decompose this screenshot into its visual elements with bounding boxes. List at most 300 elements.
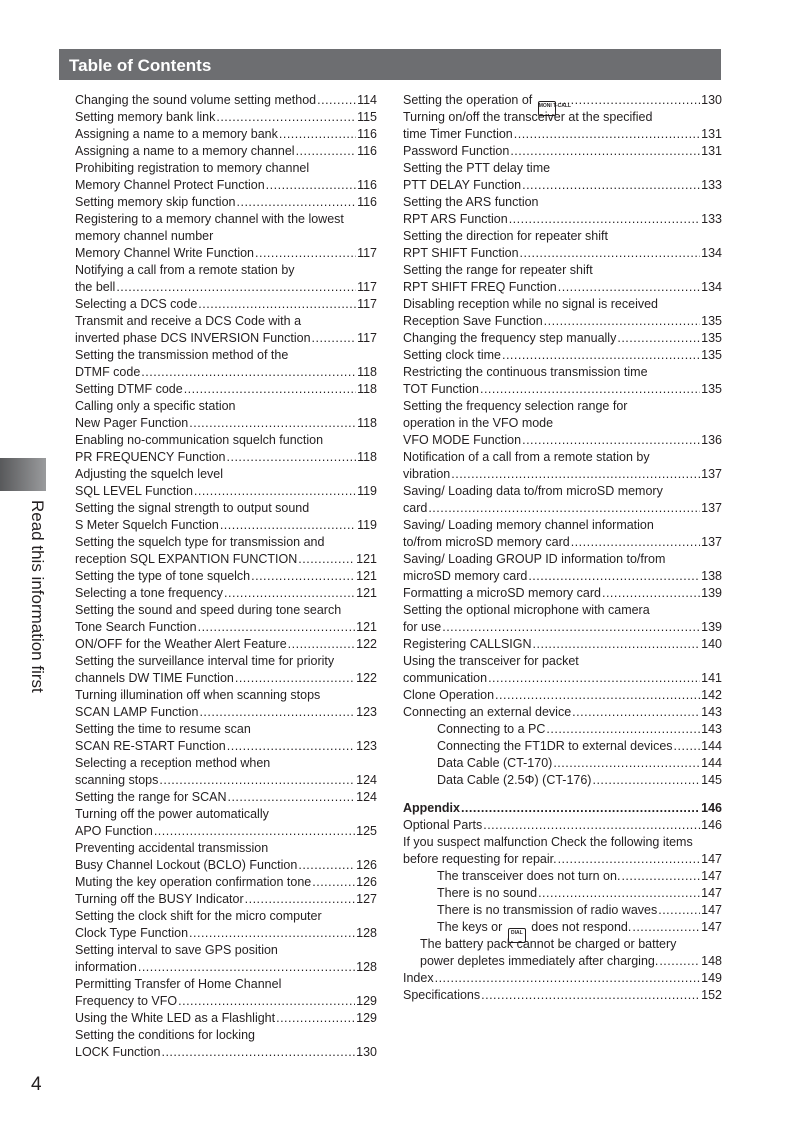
toc-entry-label: ON/OFF for the Weather Alert Feature (75, 637, 287, 651)
dot-leader (659, 953, 700, 970)
toc-entry-text (75, 976, 281, 993)
toc-entry-label: Clock Type Function (75, 926, 189, 940)
toc-entry-text (75, 687, 320, 704)
toc-entry-text (75, 211, 344, 228)
toc-entry[interactable] (75, 381, 377, 398)
toc-entry[interactable] (403, 755, 722, 772)
dot-leader (251, 568, 355, 585)
dot-leader (227, 789, 355, 806)
toc-page-number: 144 (701, 739, 722, 753)
toc-entry[interactable] (403, 500, 722, 517)
toc-entry-label: SCAN LAMP Function (75, 705, 199, 719)
toc-entry-label: Setting the time to resume scan (75, 722, 251, 736)
toc-entry[interactable] (75, 126, 377, 143)
toc-right-column (403, 92, 722, 1004)
toc-entry-text (403, 687, 494, 704)
toc-entry[interactable] (75, 279, 377, 296)
toc-entry-text (75, 449, 226, 466)
toc-entry-text (403, 834, 693, 851)
toc-right-main-section (403, 92, 722, 789)
toc-entry[interactable] (403, 143, 722, 160)
toc-entry-text (403, 364, 648, 381)
dot-leader (255, 245, 356, 262)
toc-page-number: 126 (356, 875, 377, 889)
toc-entry-continuation (403, 551, 722, 568)
toc-entry-text (403, 534, 570, 551)
toc-entry[interactable] (403, 670, 722, 687)
toc-page-number: 128 (356, 926, 377, 940)
toc-entry[interactable] (75, 636, 377, 653)
toc-entry[interactable] (403, 738, 722, 755)
toc-entry-label: Setting the surveillance interval time for priority (75, 654, 335, 668)
toc-page-number: 133 (701, 178, 722, 192)
toc-entry-text (403, 143, 509, 160)
toc-entry-label: Tone Search Function (75, 620, 197, 634)
toc-entry-continuation (75, 806, 377, 823)
toc-entry[interactable] (403, 619, 722, 636)
toc-entry-label: S Meter Squelch Function (75, 518, 219, 532)
toc-entry[interactable] (403, 868, 722, 885)
dot-leader (621, 868, 700, 885)
toc-entry-continuation (75, 840, 377, 857)
toc-entry-text (75, 908, 322, 925)
toc-entry-text (75, 738, 226, 755)
dot-leader (189, 415, 356, 432)
toc-entry-label: Registering CALLSIGN (403, 637, 532, 651)
toc-entry-label: microSD memory card (403, 569, 528, 583)
toc-entry-text (403, 704, 571, 721)
dot-leader (559, 92, 700, 109)
toc-entry[interactable] (75, 449, 377, 466)
toc-page-number: 137 (701, 535, 722, 549)
toc-page-number: 129 (356, 994, 377, 1008)
toc-page-number: 121 (356, 586, 377, 600)
toc-entry[interactable] (403, 313, 722, 330)
toc-entry-text (403, 415, 553, 432)
toc-entry-text (75, 500, 309, 517)
toc-entry-text (403, 381, 479, 398)
toc-entry-text (403, 970, 434, 987)
dot-leader (116, 279, 356, 296)
toc-entry-label: Index (403, 971, 434, 985)
toc-entry-text (75, 704, 198, 721)
toc-entry[interactable] (403, 851, 722, 868)
toc-entry-text (437, 902, 657, 919)
toc-entry-label: power depletes immediately after charging. (420, 954, 659, 968)
toc-entry[interactable] (403, 987, 722, 1004)
toc-entry-label: Setting memory bank link (75, 110, 216, 124)
dot-leader (514, 126, 700, 143)
dot-leader (592, 772, 700, 789)
toc-entry-text (403, 636, 532, 653)
toc-entry[interactable] (75, 415, 377, 432)
toc-entry-label: Setting DTMF code (75, 382, 183, 396)
toc-entry-text (75, 347, 288, 364)
toc-entry-continuation (75, 653, 377, 670)
toc-entry[interactable] (403, 704, 722, 721)
toc-entry-text (75, 194, 236, 211)
toc-entry-continuation (75, 755, 377, 772)
toc-page-number: 121 (356, 569, 377, 583)
dot-leader (235, 670, 355, 687)
dot-leader (483, 817, 700, 834)
toc-entry[interactable] (403, 279, 722, 296)
toc-entry-text (403, 211, 508, 228)
toc-page-number: 135 (701, 382, 722, 396)
toc-entry-text (75, 789, 226, 806)
dot-leader (216, 109, 356, 126)
toc-entry-text (403, 602, 650, 619)
toc-entry[interactable] (75, 738, 377, 755)
toc-entry[interactable] (75, 874, 377, 891)
toc-entry[interactable] (75, 619, 377, 636)
toc-entry[interactable] (403, 177, 722, 194)
toc-entry-label: for use (403, 620, 442, 634)
toc-entry-label: Selecting a DCS code (75, 297, 198, 311)
toc-entry[interactable] (403, 381, 722, 398)
toc-entry-continuation (75, 211, 377, 228)
dot-leader (227, 449, 357, 466)
toc-entry-continuation (75, 500, 377, 517)
toc-entry-label: Disabling reception while no signal is received (403, 297, 658, 311)
toc-page-number: 124 (356, 790, 377, 804)
dot-leader (220, 517, 356, 534)
dot-leader (658, 902, 700, 919)
toc-entry-label: PTT DELAY Function (403, 178, 522, 192)
toc-entry[interactable] (75, 585, 377, 602)
toc-entry-label: SCAN RE-START Function (75, 739, 226, 753)
toc-entry[interactable] (75, 143, 377, 160)
dot-leader (154, 823, 355, 840)
toc-entry-label: Changing the frequency step manually (403, 331, 617, 345)
toc-entry-label: Memory Channel Write Function (75, 246, 255, 260)
toc-entry[interactable] (403, 636, 722, 653)
toc-entry-text (403, 619, 441, 636)
toc-entry[interactable] (75, 568, 377, 585)
toc-entry-text (75, 126, 278, 143)
toc-entry[interactable] (403, 466, 722, 483)
toc-entry[interactable] (75, 823, 377, 840)
toc-entry-label: Setting the signal strength to output sound (75, 501, 310, 515)
toc-entry-continuation (75, 228, 377, 245)
toc-entry-text (75, 160, 309, 177)
toc-entry-continuation (403, 936, 722, 953)
toc-entry[interactable] (403, 126, 722, 143)
toc-entry[interactable] (403, 92, 722, 109)
toc-entry[interactable] (75, 296, 377, 313)
toc-entry-label: The battery pack cannot be charged or battery (420, 937, 677, 951)
toc-entry-text (75, 313, 301, 330)
toc-entry-text (75, 534, 324, 551)
toc-page-number: 147 (701, 852, 722, 866)
toc-entry-label: Connecting an external device (403, 705, 572, 719)
toc-entry-text (403, 279, 557, 296)
toc-entry-text (403, 987, 480, 1004)
toc-entry-text (75, 602, 341, 619)
toc-entry-text (403, 670, 487, 687)
toc-entry[interactable] (75, 109, 377, 126)
toc-entry[interactable] (75, 194, 377, 211)
toc-entry-text (75, 551, 297, 568)
toc-entry[interactable] (75, 483, 377, 500)
page-title: Table of Contents (69, 56, 212, 75)
toc-entry-label: Turning off the power automatically (75, 807, 269, 821)
toc-entry-continuation (75, 534, 377, 551)
toc-entry-continuation (75, 398, 377, 415)
toc-entry-text (75, 483, 193, 500)
toc-entry-text (75, 619, 197, 636)
toc-page-number: 122 (356, 671, 377, 685)
toc-entry-label: VFO MODE Function (403, 433, 522, 447)
dot-leader (178, 993, 355, 1010)
toc-entry[interactable] (75, 993, 377, 1010)
toc-entry-text (75, 517, 219, 534)
toc-entry[interactable] (75, 1044, 377, 1061)
toc-entry-text (75, 772, 158, 789)
toc-entry[interactable] (403, 347, 722, 364)
toc-page-number: 137 (701, 501, 722, 515)
toc-entry-label: Setting the ARS function (403, 195, 539, 209)
toc-entry-label: Busy Channel Lockout (BCLO) Function (75, 858, 298, 872)
dot-leader (276, 1010, 355, 1027)
toc-entry[interactable] (403, 902, 722, 919)
dot-leader (451, 466, 700, 483)
toc-page-number: 118 (357, 416, 377, 430)
dot-leader (528, 568, 700, 585)
toc-page-number: 140 (701, 637, 722, 651)
toc-entry-text (75, 925, 188, 942)
dot-leader (224, 585, 355, 602)
toc-page-number: 121 (356, 620, 377, 634)
toc-entry-label: to/from microSD memory card (403, 535, 570, 549)
toc-entry[interactable] (75, 772, 377, 789)
toc-entry-text (75, 891, 244, 908)
toc-page-number: 152 (701, 988, 722, 1002)
toc-entry-text (75, 568, 250, 585)
toc-entry-text (75, 296, 197, 313)
toc-entry-continuation (75, 721, 377, 738)
toc-entry[interactable] (403, 432, 722, 449)
toc-left-column (75, 92, 377, 1061)
toc-entry-label: Data Cable (CT-170) (437, 756, 553, 770)
toc-page-number: 124 (356, 773, 377, 787)
dot-leader (509, 211, 700, 228)
dot-leader (602, 585, 700, 602)
toc-entry-label: Setting the sound and speed during tone search (75, 603, 342, 617)
toc-entry[interactable] (403, 800, 722, 817)
dot-leader (428, 500, 700, 517)
dot-leader (189, 925, 355, 942)
toc-entry-text (75, 262, 295, 279)
dot-leader (510, 143, 700, 160)
toc-page-number: 146 (701, 818, 722, 832)
toc-entry-text (403, 177, 521, 194)
toc-page-number: 131 (701, 127, 722, 141)
toc-page-number: 135 (701, 314, 722, 328)
toc-entry-text (437, 755, 552, 772)
toc-page-number: 128 (356, 960, 377, 974)
toc-entry-label: reception SQL EXPANTION FUNCTION (75, 552, 298, 566)
dot-leader (558, 851, 701, 868)
toc-entry[interactable] (75, 330, 377, 347)
toc-entry[interactable] (403, 687, 722, 704)
dot-leader (296, 143, 357, 160)
toc-page-number: 116 (357, 144, 377, 158)
toc-entry-label: Preventing accidental transmission (75, 841, 269, 855)
toc-entry-text (403, 483, 663, 500)
toc-entry[interactable] (403, 330, 722, 347)
toc-page-number: 138 (701, 569, 722, 583)
toc-entry-text (75, 823, 153, 840)
toc-entry[interactable] (75, 704, 377, 721)
toc-entry-label: Formatting a microSD memory card (403, 586, 601, 600)
toc-entry-text (403, 228, 608, 245)
dot-leader (442, 619, 700, 636)
toc-entry-label: Memory Channel Protect Function (75, 178, 265, 192)
dot-leader (546, 721, 700, 738)
toc-entry-text (437, 738, 673, 755)
toc-entry-label: The transceiver does not turn on. (437, 869, 621, 883)
toc-page-number: 126 (356, 858, 377, 872)
toc-entry-label: Notification of a call from a remote station by (403, 450, 650, 464)
toc-page-number: 123 (356, 705, 377, 719)
toc-entry-text (75, 755, 270, 772)
toc-entry-continuation (75, 262, 377, 279)
toc-entry[interactable] (75, 1010, 377, 1027)
dot-leader (522, 177, 700, 194)
toc-entry[interactable] (75, 245, 377, 262)
toc-entry-text (75, 466, 223, 483)
toc-entry-label: operation in the VFO mode (403, 416, 554, 430)
toc-page-number: 137 (701, 467, 722, 481)
toc-page-number: 143 (701, 705, 722, 719)
toc-entry-label: Saving/ Loading memory channel information (403, 518, 654, 532)
toc-entry[interactable] (75, 959, 377, 976)
toc-entry[interactable] (403, 245, 722, 262)
toc-entry-continuation (403, 194, 722, 211)
dot-leader (198, 619, 356, 636)
toc-entry-label: Setting memory skip function (75, 195, 236, 209)
toc-entry[interactable] (403, 970, 722, 987)
toc-page-number: 144 (701, 756, 722, 770)
toc-entry-continuation (403, 834, 722, 851)
toc-entry-continuation (75, 976, 377, 993)
toc-entry[interactable] (403, 772, 722, 789)
toc-entry-text (403, 160, 550, 177)
toc-entry[interactable] (75, 364, 377, 381)
toc-entry[interactable] (403, 885, 722, 902)
toc-entry-text (403, 517, 654, 534)
toc-entry-label: The keys or (437, 920, 503, 934)
dot-leader (495, 687, 700, 704)
toc-page-number: 125 (356, 824, 377, 838)
toc-entry-label: Setting the range for repeater shift (403, 263, 593, 277)
toc-entry-text (403, 194, 539, 211)
toc-entry-text (75, 721, 251, 738)
toc-entry-continuation (403, 109, 722, 126)
toc-entry-continuation (75, 432, 377, 449)
toc-entry-continuation (75, 347, 377, 364)
toc-entry[interactable] (75, 891, 377, 908)
toc-entry-label: time Timer Function (403, 127, 513, 141)
toc-page-number: 119 (357, 518, 377, 532)
toc-entry-continuation (75, 908, 377, 925)
toc-entry-label: Saving/ Loading data to/from microSD memory (403, 484, 663, 498)
toc-entry[interactable] (75, 517, 377, 534)
toc-entry-text (75, 840, 268, 857)
dot-leader (572, 704, 700, 721)
toc-entry-continuation (75, 942, 377, 959)
toc-entry-label: Using the White LED as a Flashlight (75, 1011, 276, 1025)
toc-entry-text (403, 800, 460, 817)
toc-entry-text (75, 636, 287, 653)
toc-entry-label: Assigning a name to a memory channel (75, 144, 295, 158)
toc-entry[interactable] (75, 551, 377, 568)
toc-page-number: 134 (701, 280, 722, 294)
toc-entry-text (75, 177, 265, 194)
toc-entry[interactable] (403, 568, 722, 585)
toc-entry[interactable] (75, 177, 377, 194)
toc-page-number: 117 (357, 297, 377, 311)
toc-page-number: 114 (357, 93, 377, 107)
dot-leader (558, 279, 700, 296)
toc-page-number: 117 (357, 331, 377, 345)
toc-entry[interactable] (403, 919, 722, 936)
toc-entry-text (75, 653, 334, 670)
toc-entry-label: inverted phase DCS INVERSION Function (75, 331, 311, 345)
toc-entry-text (75, 415, 188, 432)
dot-leader (674, 738, 701, 755)
toc-entry[interactable] (403, 953, 722, 970)
toc-entry[interactable] (75, 670, 377, 687)
toc-page-number: 123 (356, 739, 377, 753)
dot-leader (199, 704, 355, 721)
toc-entry[interactable] (75, 92, 377, 109)
toc-entry-text (403, 313, 543, 330)
toc-page-number: 115 (357, 110, 377, 124)
toc-entry-label: Setting interval to save GPS position (75, 943, 278, 957)
toc-entry-label: DTMF code (75, 365, 141, 379)
toc-entry-text (437, 721, 545, 738)
toc-entry-text (403, 817, 482, 834)
dot-leader (298, 857, 355, 874)
toc-entry-label: Setting the clock shift for the micro computer (75, 909, 322, 923)
toc-entry-text (75, 857, 297, 874)
toc-entry-label: channels DW TIME Function (75, 671, 234, 685)
toc-entry[interactable] (75, 925, 377, 942)
toc-entry-label: Restricting the continuous transmission time (403, 365, 648, 379)
toc-entry-label: Muting the key operation confirmation tone (75, 875, 312, 889)
toc-entry-text (420, 953, 658, 970)
toc-entry-label: information (75, 960, 137, 974)
toc-entry-text (403, 245, 519, 262)
toc-entry[interactable] (75, 857, 377, 874)
toc-entry[interactable] (403, 534, 722, 551)
toc-entry[interactable] (403, 585, 722, 602)
toc-entry[interactable] (403, 211, 722, 228)
toc-entry[interactable] (403, 721, 722, 738)
toc-entry-label: Reception Save Function (403, 314, 543, 328)
toc-entry-text (403, 585, 601, 602)
toc-page-number: 118 (357, 382, 377, 396)
dot-leader (198, 296, 356, 313)
toc-entry[interactable] (403, 817, 722, 834)
toc-entry-text (75, 364, 140, 381)
toc-entry[interactable] (75, 789, 377, 806)
toc-entry-text (437, 885, 537, 902)
toc-entry-label: LOCK Function (75, 1045, 161, 1059)
toc-entry-label: Setting the range for SCAN (75, 790, 227, 804)
